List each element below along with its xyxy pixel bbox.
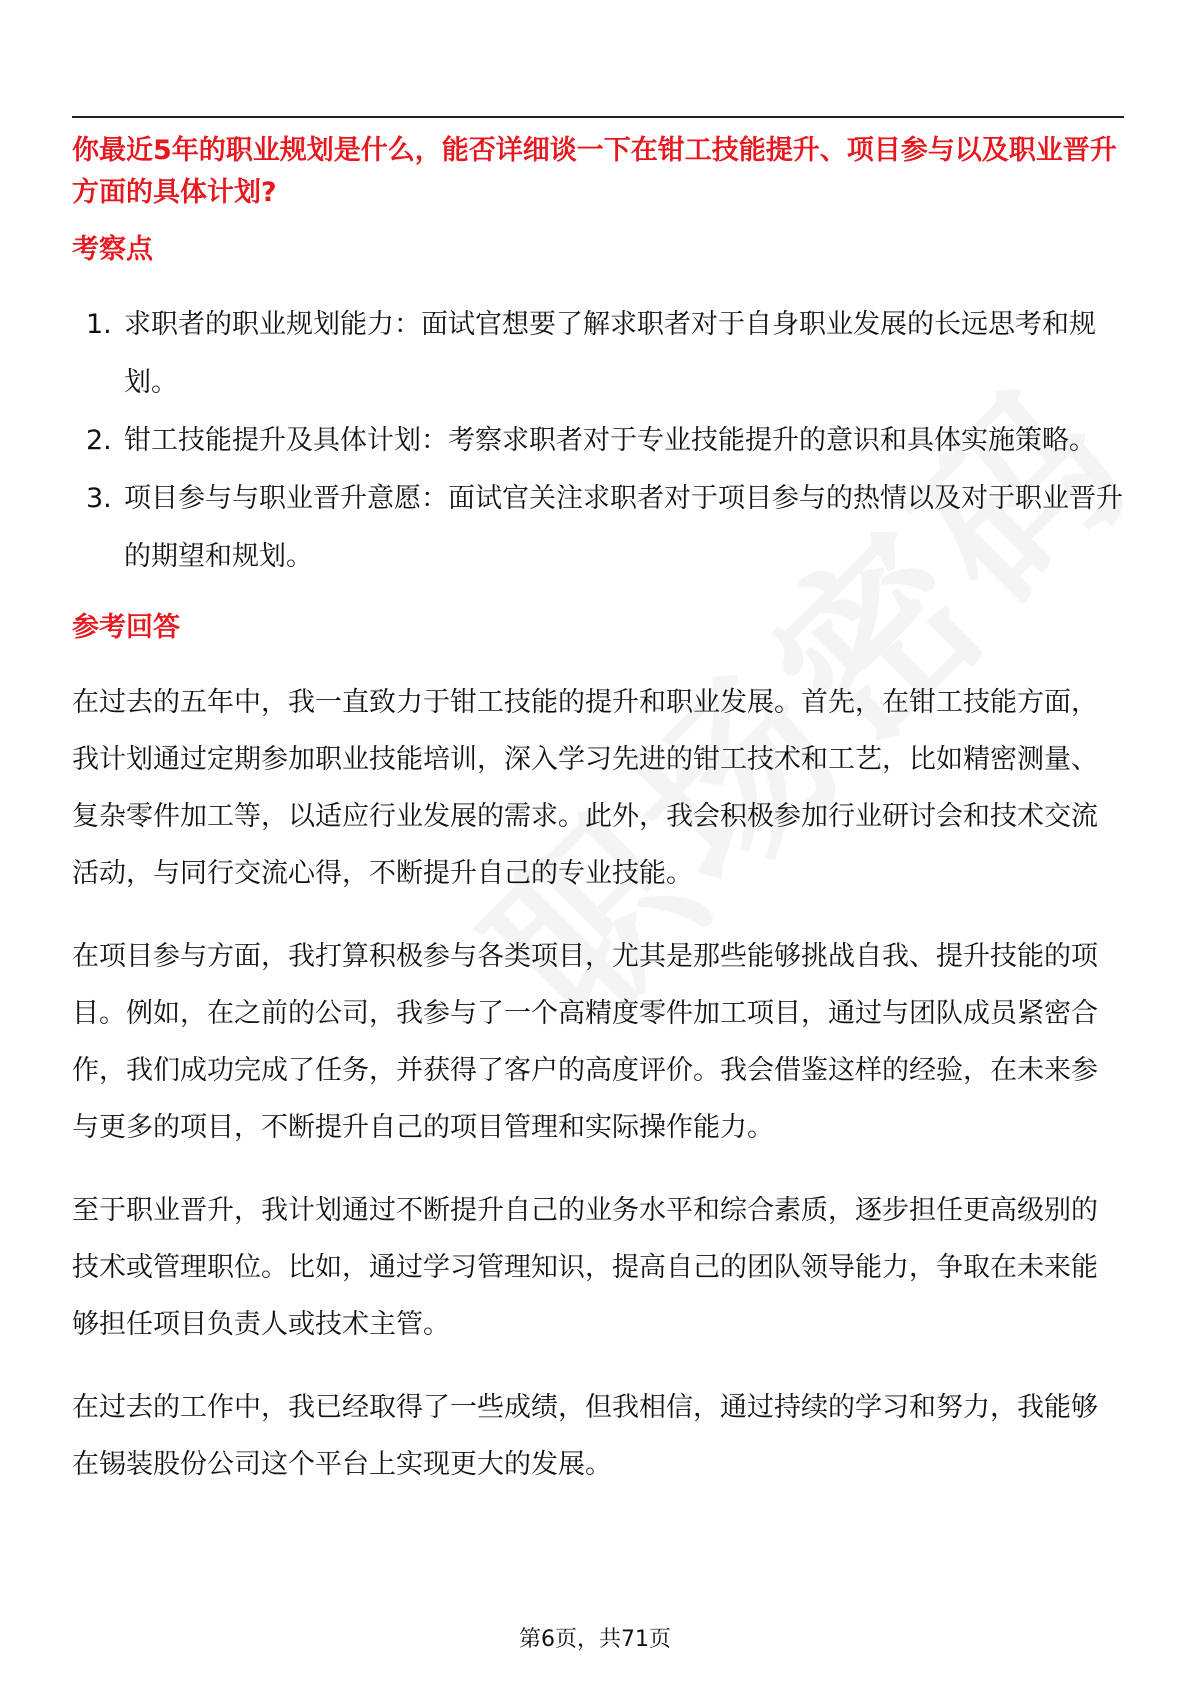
assessment-list bbox=[72, 296, 1124, 586]
list-item bbox=[72, 470, 1124, 586]
list-item bbox=[72, 296, 1124, 412]
question-title: 你最近5年的职业规划是什么，能否详细谈一下在钳工技能提升、项目参与以及职业晋升方面的具体计划? bbox=[72, 135, 1117, 208]
top-divider bbox=[72, 116, 1124, 118]
list-item-text: 求职者的职业规划能力：面试官想要了解求职者对于自身职业发展的长远思考和规划。 bbox=[124, 309, 1096, 398]
list-item-number: 3. bbox=[86, 483, 112, 514]
list-item-number: 1. bbox=[86, 309, 112, 340]
list-item-text: 钳工技能提升及具体计划：考察求职者对于专业技能提升的意识和具体实施策略。 bbox=[124, 425, 1096, 456]
answer-paragraph: 在过去的五年中，我一直致力于钳工技能的提升和职业发展。首先，在钳工技能方面，我计划通过定期参加职业技能培训，深入学习先进的钳工技术和工艺，比如精密测量、复杂零件加工等，以适应行业发展的需求。此外，我会积极参加行业研讨会和技术交流活动，与同行交流心得，不断提升自己的专业技能。 bbox=[72, 687, 1098, 889]
list-item-number: 2. bbox=[86, 425, 112, 456]
list-item-text: 项目参与与职业晋升意愿：面试官关注求职者对于项目参与的热情以及对于职业晋升的期望和规划。 bbox=[124, 483, 1123, 572]
page-number: 第6页，共71页 bbox=[519, 1627, 671, 1652]
answer-paragraph: 至于职业晋升，我计划通过不断提升自己的业务水平和综合素质，逐步担任更高级别的技术或管理职位。比如，通过学习管理知识，提高自己的团队领导能力，争取在未来能够担任项目负责人或技术主管。 bbox=[72, 1195, 1098, 1340]
answer-paragraph: 在过去的工作中，我已经取得了一些成绩，但我相信，通过持续的学习和努力，我能够在锡装股份公司这个平台上实现更大的发展。 bbox=[72, 1392, 1098, 1480]
list-item bbox=[72, 412, 1124, 470]
assessment-heading: 考察点 bbox=[72, 234, 153, 265]
answer-paragraph: 在项目参与方面，我打算积极参与各类项目，尤其是那些能够挑战自我、提升技能的项目。例如，在之前的公司，我参与了一个高精度零件加工项目，通过与团队成员紧密合作，我们成功完成了任务，并获得了客户的高度评价。我会借鉴这样的经验，在未来参与更多的项目，不断提升自己的项目管理和实际操作能力。 bbox=[72, 941, 1098, 1143]
answer-heading: 参考回答 bbox=[72, 612, 180, 643]
page-content bbox=[72, 130, 1124, 1493]
